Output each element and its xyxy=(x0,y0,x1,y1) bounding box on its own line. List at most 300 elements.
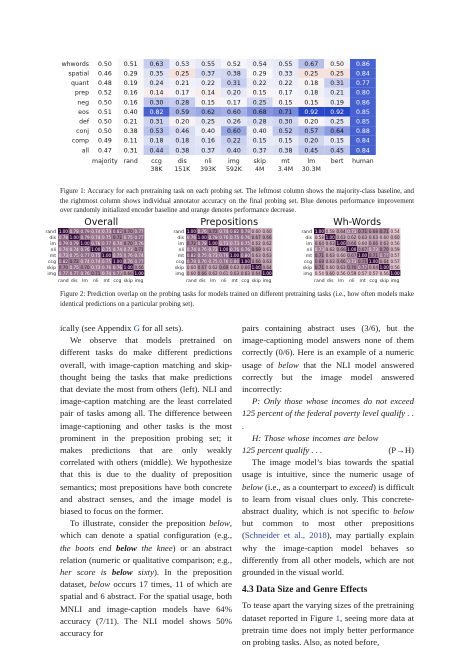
paragraph: The image model’s bias towards the spatial usage is intuitive, since the numeric usage of below (i.e., as a counterpart to exceed) is difficult to learn from visual clues only. This concrete-abstract duality, which is not specific to below but common to most other prepositions (Schneider et al., 2018), may partially explain why the image-caption model behaves so differently from all other models, which are not grounded in the visual world. xyxy=(242,457,415,578)
cell-value: 0.70 xyxy=(379,246,389,252)
cell-value: 0.76 xyxy=(123,252,133,258)
cell-value: 0.37 xyxy=(201,147,215,155)
cell-value: 0.14 xyxy=(201,89,215,97)
row-label: conj xyxy=(76,128,89,136)
cell-value: 0.76 xyxy=(219,258,229,264)
cell-value: 0.61 xyxy=(262,246,272,252)
cell-value: 0.71 xyxy=(358,228,368,234)
row-label: nli xyxy=(306,247,312,253)
cell-value: 0.30 xyxy=(149,99,164,107)
cell-value: 0.75 xyxy=(102,246,112,252)
row-label: spatial xyxy=(68,70,89,78)
cell-value: 0.66 xyxy=(347,240,357,246)
cell-value: 0.29 xyxy=(123,70,138,78)
cell-value: 0.82 xyxy=(230,228,240,234)
cell-value: 0.66 xyxy=(197,270,207,276)
row-label: skip xyxy=(46,265,56,271)
cell-value: 0.62 xyxy=(262,240,272,246)
cell-value: 0.18 xyxy=(149,137,164,145)
column-label: mt xyxy=(103,279,110,284)
row-label: mt xyxy=(49,253,56,259)
cell-value: 0.64 xyxy=(336,228,346,234)
cell-value: 0.86 xyxy=(356,99,370,107)
column-label: img xyxy=(134,279,144,284)
cell-value: 0.72 xyxy=(69,258,79,264)
cell-value: 0.38 xyxy=(175,147,190,155)
column-label: img xyxy=(262,279,272,284)
column-label: nli xyxy=(349,279,355,284)
cell-value: 0.82 xyxy=(149,108,164,116)
cell-value: 0.66 xyxy=(368,240,378,246)
cell-value: 0.73 xyxy=(230,240,240,246)
cell-value: 0.70 xyxy=(58,264,68,270)
cell-value: 0.76 xyxy=(80,246,90,252)
cell-value: 0.53 xyxy=(149,128,164,136)
column-label: lm xyxy=(307,158,316,165)
cell-value: 1.00 xyxy=(112,258,122,264)
cell-value: 0.74 xyxy=(80,258,90,264)
row-label: quant xyxy=(71,80,89,88)
cell-value: 0.66 xyxy=(240,264,250,270)
cell-value: 0.46 xyxy=(98,70,112,78)
cell-value: 0.66 xyxy=(262,234,272,240)
figure2-caption: Figure 2: Prediction overlap on the probing tasks for models trained on different pretraining tasks (i.e., how often models make identical predictions on a particular probing set). xyxy=(60,291,414,308)
cell-value: 0.38 xyxy=(227,70,241,78)
cell-value: 1.00 xyxy=(251,264,261,270)
column-label: human xyxy=(352,158,374,165)
paragraph: To illustrate, consider the preposition below, which can denote a spatial configuration (e.g., the boots end below the knee) or an abstract relation (numeric or qualitative comparison; e.g., her score is below sixty). In the preposition dataset, below occurs 17 times, 11 of which are spatial and 6 abstract. For the spatial usage, both MNLI and image-caption models have 64% accuracy (7/11). The NLI model shows 50% accuracy for xyxy=(60,518,233,639)
cell-value: 0.40 xyxy=(123,108,138,116)
section-heading: 4.3 Data Size and Genre Effects xyxy=(242,585,368,596)
cell-value: 0.59 xyxy=(347,270,357,276)
column-label: bert xyxy=(330,158,344,165)
column-label: ccg xyxy=(113,279,122,284)
cell-value: 0.30 xyxy=(278,118,293,126)
cell-value: 0.25 xyxy=(330,118,344,126)
cell-value: 0.74 xyxy=(112,240,122,246)
column-size-label: 592K xyxy=(225,166,242,173)
panel-title: Prepositions xyxy=(200,217,259,228)
cell-value: 0.75 xyxy=(69,264,79,270)
cell-value: 0.84 xyxy=(356,137,370,145)
cell-value: 0.82 xyxy=(186,252,196,258)
column-size-label: 4M xyxy=(255,166,265,173)
cell-value: 0.28 xyxy=(175,99,190,107)
cell-value: 0.68 xyxy=(252,108,267,116)
cell-value: 0.20 xyxy=(304,118,319,126)
cell-value: 0.74 xyxy=(186,246,196,252)
cell-value: 0.71 xyxy=(368,252,378,258)
cell-value: 0.31 xyxy=(149,118,164,126)
example-premise: P: Only those whose incomes do not exceed 125 percent of the federal poverty level qualify . . . xyxy=(242,396,414,431)
column-label: rand xyxy=(314,279,325,284)
cell-value: 0.25 xyxy=(330,70,344,78)
paragraph: pairs containing abstract uses (3/6), but the image-captioning model answers none of them correctly (0/6). Here is an example of a numeric usage of below that the NLI model answered correctly but the image model answered incorrectly: xyxy=(242,323,414,395)
row-label: rand xyxy=(45,229,56,235)
cell-value: 0.15 xyxy=(330,137,344,145)
cell-value: 1.00 xyxy=(230,252,240,258)
cell-value: 0.72 xyxy=(186,240,196,246)
cell-value: 0.74 xyxy=(134,252,144,258)
cell-value: 0.77 xyxy=(379,252,389,258)
cell-value: 1.00 xyxy=(358,252,368,258)
cell-value: 0.74 xyxy=(91,258,101,264)
cell-value: 0.73 xyxy=(347,228,357,234)
column-label: img xyxy=(228,158,240,165)
cell-value: 0.67 xyxy=(358,246,368,252)
cell-value: 0.82 xyxy=(112,228,122,234)
cell-value: 0.73 xyxy=(123,246,133,252)
cell-value: 0.16 xyxy=(201,137,215,145)
cell-value: 0.63 xyxy=(251,252,261,258)
cell-value: 0.55 xyxy=(201,60,215,68)
cell-value: 0.57 xyxy=(368,270,378,276)
cell-value: 0.76 xyxy=(123,258,133,264)
cell-value: 0.57 xyxy=(304,128,319,136)
column-label: ccg xyxy=(151,158,162,165)
cell-value: 0.75 xyxy=(69,252,79,258)
cell-value: 0.18 xyxy=(304,80,319,88)
cell-value: 1.00 xyxy=(379,264,389,270)
cell-value: 0.40 xyxy=(201,128,215,136)
cell-value: 0.71 xyxy=(91,270,101,276)
cell-value: 0.18 xyxy=(175,137,190,145)
cell-value: 0.69 xyxy=(251,246,261,252)
cell-value: 0.77 xyxy=(69,270,79,276)
cell-value: 0.79 xyxy=(58,240,68,246)
cell-value: 0.76 xyxy=(80,270,90,276)
cell-value: 0.61 xyxy=(219,270,229,276)
cell-value: 0.92 xyxy=(330,108,344,116)
cell-value: 0.63 xyxy=(358,234,368,240)
cell-value: 0.71 xyxy=(358,258,368,264)
cell-value: 0.17 xyxy=(278,89,293,97)
cell-value: 0.63 xyxy=(379,240,389,246)
cell-value: 0.76 xyxy=(240,246,250,252)
column-label: mt xyxy=(359,279,366,284)
cell-value: 0.74 xyxy=(69,246,79,252)
cell-value: 0.76 xyxy=(91,240,101,246)
cell-value: 0.62 xyxy=(347,234,357,240)
row-label: ccg xyxy=(176,259,184,265)
cell-value: 1.00 xyxy=(69,234,79,240)
cell-value: 1.00 xyxy=(368,258,378,264)
cell-value: 0.54 xyxy=(314,270,324,276)
column-label: ccg xyxy=(369,279,378,284)
cell-value: 0.25 xyxy=(175,70,190,78)
cell-value: 0.51 xyxy=(123,60,138,68)
row-label: mt xyxy=(305,253,312,259)
cell-value: 1.00 xyxy=(91,246,101,252)
cell-value: 0.72 xyxy=(208,228,218,234)
row-label: comp xyxy=(71,137,89,145)
paragraph: We observe that models pretrained on different tasks do make different predictions overall, with image-caption matching and skip-thought being the tasks that make predictions that deviate the most from others (left). NLI and image-caption matching are the least correlated pair of tasks among all. The difference between image-captioning and other tasks is the most prominent in the preposition probing set; it makes predictions that are only weakly correlated with others (middle). We hypothesize that this is due to the duality of preposition semantics; most prepositions have both concrete and abstract senses, and the image model is biased to focus on the former. xyxy=(60,335,232,517)
cell-value: 0.60 xyxy=(262,228,272,234)
example-hypothesis: H: Those whose incomes are below 125 percent qualify . . . (P→H) xyxy=(242,432,414,456)
cell-value: 0.78 xyxy=(58,234,68,240)
cell-value: 0.22 xyxy=(201,80,215,88)
row-label: img xyxy=(175,271,184,277)
cell-value: 0.73 xyxy=(347,258,357,264)
cell-value: 0.52 xyxy=(227,60,241,68)
column-label: majority xyxy=(92,158,118,165)
column-label: mt xyxy=(231,279,238,284)
column-label: ccg xyxy=(241,279,250,284)
cell-value: 0.73 xyxy=(102,228,112,234)
cell-value: 0.64 xyxy=(368,264,378,270)
column-label: rand xyxy=(58,279,69,284)
cell-value: 0.38 xyxy=(123,128,138,136)
column-label: nli xyxy=(204,158,212,165)
cell-value: 0.74 xyxy=(219,228,229,234)
cell-value: 0.60 xyxy=(251,228,261,234)
cell-value: 0.64 xyxy=(262,264,272,270)
cell-value: 0.60 xyxy=(186,264,196,270)
cell-value: 1.00 xyxy=(390,270,400,276)
column-size-label: 30.3M xyxy=(301,166,321,173)
cell-value: 0.63 xyxy=(230,264,240,270)
cell-value: 0.78 xyxy=(186,258,196,264)
cell-value: 0.76 xyxy=(219,234,229,240)
cell-value: 0.25 xyxy=(304,70,319,78)
cell-value: 0.70 xyxy=(123,228,133,234)
cell-value: 0.52 xyxy=(278,128,293,136)
cell-value: 0.75 xyxy=(112,252,122,258)
cell-value: 0.28 xyxy=(252,118,267,126)
cell-value: 0.55 xyxy=(278,60,293,68)
cell-value: 0.63 xyxy=(336,234,346,240)
column-label: lm xyxy=(338,279,344,284)
cell-value: 0.14 xyxy=(149,89,164,97)
cell-value: 0.50 xyxy=(98,60,112,68)
row-label: eos xyxy=(78,108,89,116)
cell-value: 0.75 xyxy=(208,258,218,264)
row-label: dis xyxy=(177,235,184,241)
cell-value: 0.88 xyxy=(356,128,370,136)
row-label: all xyxy=(81,147,89,155)
column-label: lm xyxy=(210,279,216,284)
cell-value: 0.19 xyxy=(330,99,344,107)
appendix-link[interactable]: G xyxy=(133,323,140,333)
cell-value: 0.63 xyxy=(262,252,272,258)
cell-value: 0.37 xyxy=(201,70,215,78)
cell-value: 0.56 xyxy=(379,270,389,276)
cell-value: 0.15 xyxy=(278,137,293,145)
cell-value: 1.00 xyxy=(347,246,357,252)
cell-value: 0.82 xyxy=(58,258,68,264)
cell-value: 1.00 xyxy=(314,228,324,234)
cell-value: 0.21 xyxy=(175,80,190,88)
cell-value: 1.00 xyxy=(102,252,112,258)
cell-value: 0.67 xyxy=(347,252,357,258)
cell-value: 0.60 xyxy=(336,252,346,258)
cell-value: 0.77 xyxy=(58,270,68,276)
cell-value: 0.78 xyxy=(197,240,207,246)
cell-value: 0.60 xyxy=(379,234,389,240)
cell-value: 0.56 xyxy=(336,270,346,276)
row-label: nli xyxy=(178,247,184,253)
cell-value: 0.76 xyxy=(197,246,207,252)
cell-value: 0.85 xyxy=(356,108,370,116)
cell-value: 0.60 xyxy=(325,270,335,276)
cell-value: 0.77 xyxy=(134,228,144,234)
cell-value: 0.64 xyxy=(379,258,389,264)
cell-value: 0.57 xyxy=(390,252,400,258)
cell-value: 0.76 xyxy=(112,264,122,270)
cell-value: 0.17 xyxy=(227,99,241,107)
cell-value: 0.77 xyxy=(80,252,90,258)
cell-value: 0.86 xyxy=(356,60,370,68)
cell-value: 0.64 xyxy=(251,270,261,276)
column-label: nli xyxy=(93,279,99,284)
cell-value: 0.54 xyxy=(252,60,267,68)
column-label: skip xyxy=(253,158,266,165)
cell-value: 0.67 xyxy=(197,264,207,270)
row-label: rand xyxy=(173,229,184,235)
cell-value: 0.63 xyxy=(325,240,335,246)
cell-value: 0.66 xyxy=(336,246,346,252)
cell-value: 0.73 xyxy=(208,246,218,252)
figure2-heatmaps xyxy=(40,216,440,284)
cell-value: 0.77 xyxy=(112,270,122,276)
cell-value: 0.29 xyxy=(252,70,267,78)
cell-value: 0.75 xyxy=(123,234,133,240)
cell-value: 0.31 xyxy=(227,80,241,88)
row-label: rand xyxy=(301,229,312,235)
cell-value: 0.50 xyxy=(98,118,112,126)
cell-value: 0.71 xyxy=(314,252,324,258)
cell-value: 0.15 xyxy=(201,99,215,107)
cell-value: 0.59 xyxy=(175,108,190,116)
cell-value: 0.63 xyxy=(336,264,346,270)
column-label: rand xyxy=(186,279,197,284)
cell-value: 0.64 xyxy=(330,128,344,136)
cell-value: 0.50 xyxy=(98,99,112,107)
cell-value: 0.31 xyxy=(330,80,344,88)
column-label: img xyxy=(390,279,400,284)
cell-value: 0.74 xyxy=(58,246,68,252)
column-label: skip xyxy=(123,279,133,284)
row-label: lm xyxy=(306,241,312,247)
column-size-label: 151K xyxy=(174,166,191,173)
row-label: prep xyxy=(74,89,89,97)
cell-value: 0.79 xyxy=(80,228,90,234)
cell-value: 0.15 xyxy=(252,137,267,145)
row-label: ccg xyxy=(48,259,56,265)
cell-value: 0.63 xyxy=(230,270,240,276)
cell-value: 0.77 xyxy=(356,80,370,88)
row-label: ccg xyxy=(304,259,312,265)
cell-value: 0.59 xyxy=(390,246,400,252)
cell-value: 0.48 xyxy=(98,80,112,88)
cell-value: 0.71 xyxy=(379,228,389,234)
cell-value: 1.00 xyxy=(336,240,346,246)
cell-value: 1.00 xyxy=(80,240,90,246)
cell-value: 0.78 xyxy=(208,234,218,240)
cell-value: 0.38 xyxy=(278,147,293,155)
cell-value: 0.84 xyxy=(356,147,370,155)
cell-value: 0.73 xyxy=(58,252,68,258)
cell-value: 0.37 xyxy=(252,147,267,155)
cell-value: 0.35 xyxy=(149,70,164,78)
cell-value: 0.56 xyxy=(390,264,400,270)
cell-value: 0.50 xyxy=(330,60,344,68)
cell-value: 0.62 xyxy=(325,246,335,252)
cell-value: 0.16 xyxy=(123,99,138,107)
cell-value: 0.63 xyxy=(262,258,272,264)
right-column xyxy=(242,322,414,648)
cell-value: 0.77 xyxy=(134,258,144,264)
cell-value: 0.68 xyxy=(368,228,378,234)
cell-value: 0.11 xyxy=(123,137,138,145)
cell-value: 0.73 xyxy=(219,240,229,246)
row-label: dis xyxy=(305,235,312,241)
citation-link[interactable]: Schneider et al., 2018 xyxy=(244,530,327,541)
cell-value: 1.00 xyxy=(219,246,229,252)
cell-value: 0.26 xyxy=(227,118,241,126)
panel-title: Wh-Words xyxy=(333,217,382,228)
cell-value: 0.72 xyxy=(112,234,122,240)
row-label: neg xyxy=(77,99,89,107)
panel-title: Overall xyxy=(84,217,119,228)
cell-value: 0.57 xyxy=(358,270,368,276)
cell-value: 0.75 xyxy=(91,252,101,258)
figure-link[interactable]: 1 xyxy=(335,612,340,623)
cell-value: 1.00 xyxy=(197,234,207,240)
cell-value: 0.62 xyxy=(251,240,261,246)
cell-value: 0.71 xyxy=(314,264,324,270)
cell-value: 0.70 xyxy=(80,264,90,270)
left-column xyxy=(60,322,232,639)
cell-value: 1.00 xyxy=(123,264,133,270)
column-label: skip xyxy=(379,279,389,284)
cell-value: 0.21 xyxy=(330,89,344,97)
cell-value: 0.73 xyxy=(314,246,324,252)
column-label: nli xyxy=(221,279,227,284)
cell-value: 0.22 xyxy=(278,80,293,88)
cell-value: 0.73 xyxy=(91,264,101,270)
cell-value: 0.71 xyxy=(134,246,144,252)
column-label: dis xyxy=(198,279,206,284)
cell-value: 0.63 xyxy=(325,258,335,264)
cell-value: 0.79 xyxy=(80,234,90,240)
row-label: def xyxy=(79,118,89,126)
cell-value: 0.76 xyxy=(102,264,112,270)
row-label: lm xyxy=(50,241,56,247)
column-size-label: 393K xyxy=(200,166,217,173)
cell-value: 0.60 xyxy=(227,128,241,136)
cell-value: 0.15 xyxy=(304,99,319,107)
cell-value: 0.54 xyxy=(390,228,400,234)
column-label: lm xyxy=(82,279,88,284)
cell-value: 0.63 xyxy=(368,234,378,240)
cell-value: 0.17 xyxy=(175,89,190,97)
cell-value: 0.76 xyxy=(240,234,250,240)
cell-value: 0.74 xyxy=(102,270,112,276)
cell-value: 0.47 xyxy=(98,147,112,155)
row-label: img xyxy=(303,271,312,277)
cell-value: 0.73 xyxy=(368,246,378,252)
cell-value: 0.63 xyxy=(240,270,250,276)
cell-value: 0.63 xyxy=(325,252,335,258)
cell-value: 0.45 xyxy=(330,147,344,155)
cell-value: 0.79 xyxy=(69,240,79,246)
cell-value: 0.62 xyxy=(201,108,215,116)
cell-value: 0.75 xyxy=(230,234,240,240)
cell-value: 1.00 xyxy=(58,228,68,234)
cell-value: 0.40 xyxy=(252,128,267,136)
cell-value: 0.33 xyxy=(278,70,293,78)
